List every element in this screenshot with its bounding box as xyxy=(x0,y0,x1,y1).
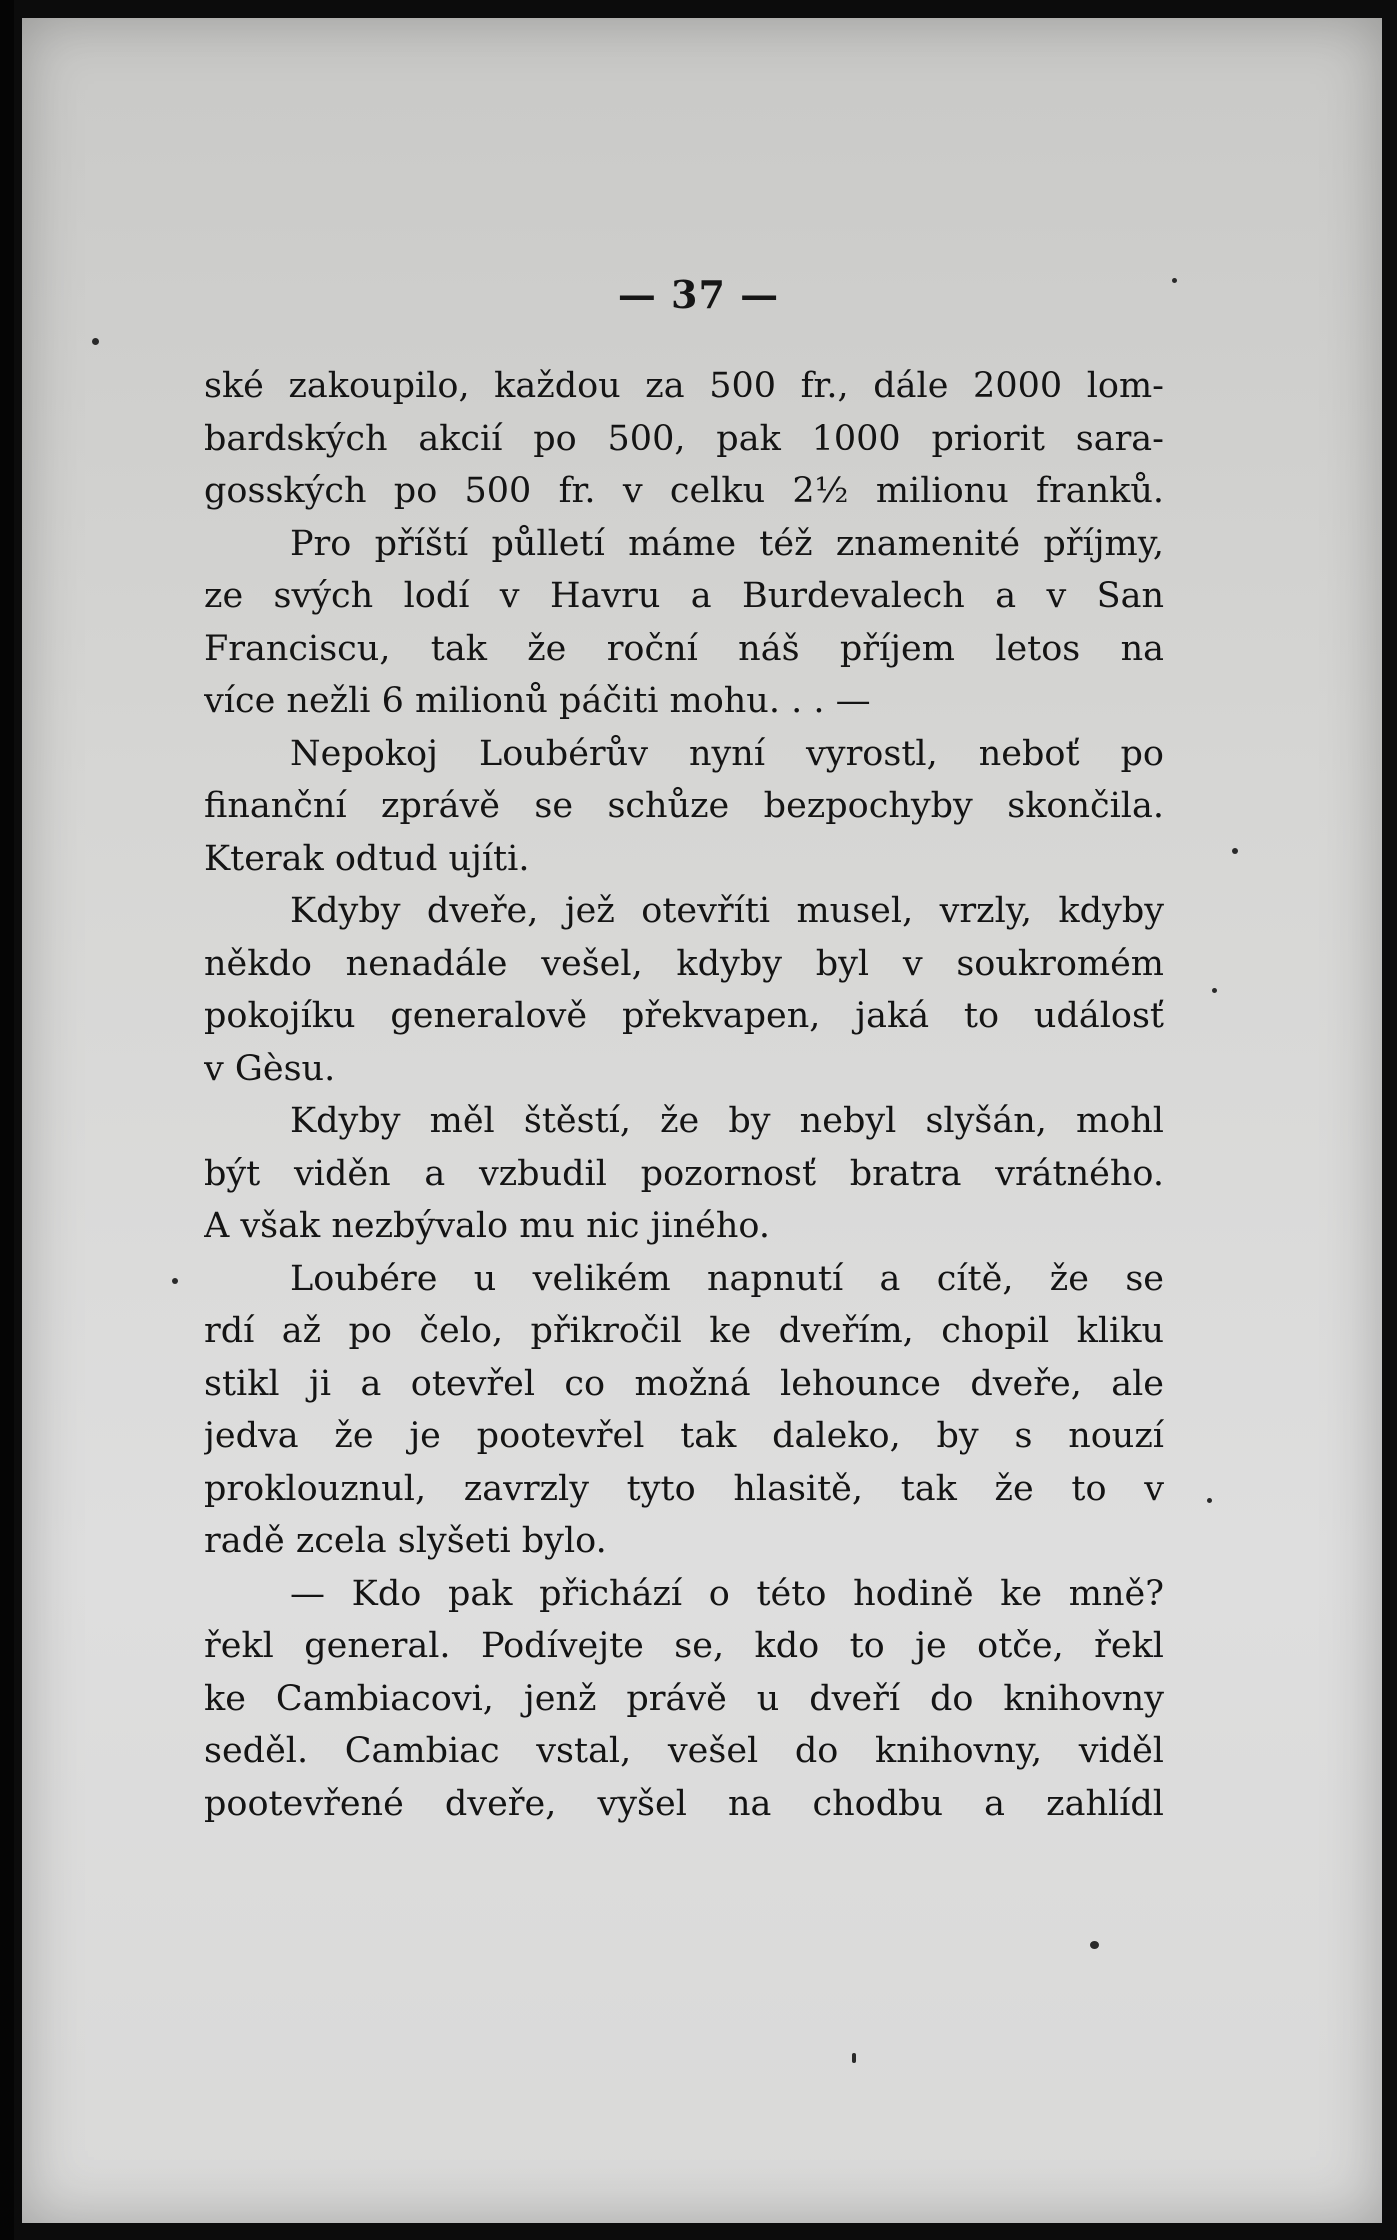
text-line: více nežli 6 milionů páčiti mohu. . . — xyxy=(204,681,871,721)
text-line: radě zcela slyšeti bylo. xyxy=(204,1521,607,1561)
dust-speck xyxy=(172,1278,178,1284)
dust-speck xyxy=(852,2053,856,2063)
text-line: ke Cambiacovi, jenž právě u dveří do knihovny xyxy=(204,1678,1164,1719)
text-line: být viděn a vzbudil pozornosť bratra vrátného. xyxy=(204,1153,1164,1194)
text-line: proklouznul, zavrzly tyto hlasitě, tak že to v xyxy=(204,1468,1164,1509)
text-line: Franciscu, tak že roční náš příjem letos na xyxy=(204,628,1164,669)
text-line: ze svých lodí v Havru a Burdevalech a v San xyxy=(204,576,1164,616)
dust-speck xyxy=(1232,848,1238,854)
text-line: Loubére u velikém napnutí a cítě, že se xyxy=(290,1258,1164,1299)
text-line: někdo nenadále vešel, kdyby byl v soukromém xyxy=(204,943,1164,984)
text-line: bardských akcií po 500, pak 1000 priorit sara- xyxy=(204,418,1164,459)
dust-speck xyxy=(1212,988,1217,993)
text-line: pootevřené dveře, vyšel na chodbu a zahlídl xyxy=(204,1783,1164,1824)
text-line: stikl ji a otevřel co možná lehounce dveře, ale xyxy=(204,1363,1164,1404)
dust-speck xyxy=(92,338,99,345)
text-line: Kterak odtud ujíti. xyxy=(204,838,530,879)
dust-speck xyxy=(1090,1941,1099,1949)
book-spine xyxy=(0,0,14,2240)
text-line: pokojíku generalově překvapen, jaká to událosť xyxy=(204,996,1164,1036)
text-line: v Gèsu. xyxy=(204,1048,336,1089)
text-line: řekl general. Podívejte se, kdo to je otče, řekl xyxy=(204,1626,1164,1666)
text-line: gosských po 500 fr. v celku 2½ milionu franků. xyxy=(204,471,1164,511)
page-number: — 37 — xyxy=(617,272,780,317)
text-line: — Kdo pak přichází o této hodině ke mně? xyxy=(290,1573,1164,1614)
text-line: A však nezbývalo mu nic jiného. xyxy=(204,1206,770,1246)
text-line: Nepokoj Loubérův nyní vyrostl, neboť po xyxy=(290,733,1164,774)
text-line: jedva že je pootevřel tak daleko, by s nouzí xyxy=(204,1416,1164,1456)
dust-speck xyxy=(1207,1498,1212,1503)
text-line: Kdyby dveře, jež otevříti musel, vrzly, kdyby xyxy=(290,891,1164,931)
text-line: Kdyby měl štěstí, že by nebyl slyšán, mohl xyxy=(290,1101,1164,1141)
text-line: Pro příští půlletí máme též znamenité příjmy, xyxy=(290,523,1164,564)
text-line: rdí až po čelo, přikročil ke dveřím, chopil kliku xyxy=(204,1311,1164,1351)
text-line: finanční zprávě se schůze bezpochyby skončila. xyxy=(204,786,1164,826)
text-line: ské zakoupilo, každou za 500 fr., dále 2000 lom- xyxy=(204,366,1164,406)
text-line: seděl. Cambiac vstal, vešel do knihovny, viděl xyxy=(204,1731,1164,1771)
body-text xyxy=(204,360,1164,1830)
